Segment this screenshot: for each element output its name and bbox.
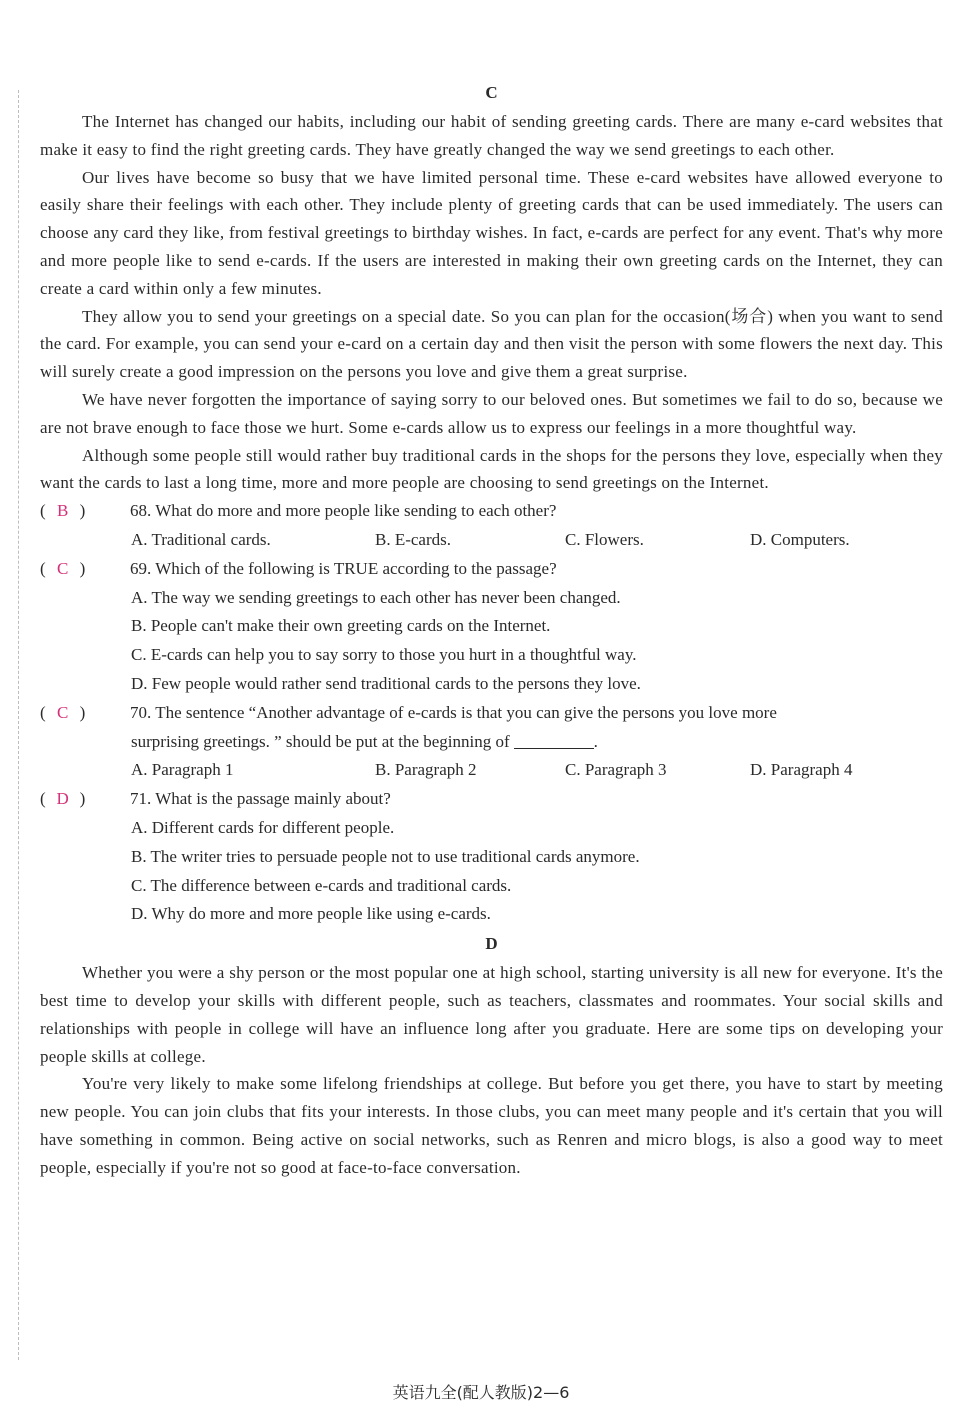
answer-mark[interactable]: C — [57, 702, 69, 722]
option-row — [40, 526, 943, 555]
question-text: 71. What is the passage mainly about? — [130, 789, 391, 809]
answer-paren: ( B ) — [40, 497, 130, 526]
section-d-paragraph-1: Whether you were a shy person or the most popular one at high school, starting university is all new for everyone. It's the best time to develop your skills with different people, such as teachers, classmates and roommates. Your social skills and relationships with people in college will have an influence long after you graduate. Here are some tips on developing your people skills at college. — [40, 963, 943, 1066]
answer-mark[interactable]: D — [56, 789, 69, 809]
section-c-paragraph-2: Our lives have become so busy that we have limited personal time. These e-card websites have allowed everyone to easily share their feelings with each other. They include plenty of greeting cards that can be used immediately. The users can choose any card they like, from festival greetings to birthday wishes. In fact, e-cards are perfect for any event. That's why more and more people like to send e-cards. If the users are interested in making their own greeting cards on the Internet, they can create a card within only a few minutes. — [40, 167, 943, 298]
option-c[interactable]: C. Paragraph 3 — [565, 760, 667, 780]
option-b[interactable]: B. The writer tries to persuade people not to use traditional cards anymore. — [131, 846, 640, 866]
option-a[interactable]: A. Paragraph 1 — [131, 760, 234, 780]
question-69 — [40, 555, 943, 699]
answer-blank[interactable] — [514, 730, 594, 749]
question-70 — [40, 699, 943, 785]
answer-mark[interactable]: C — [57, 558, 69, 578]
section-c-paragraph-1: The Internet has changed our habits, including our habit of sending greeting cards. There are many e-card websites that make it easy to find the right greeting cards. They have greatly changed the way we send greetings to each other. — [40, 112, 943, 159]
answer-paren: ( C ) — [40, 699, 130, 728]
answer-paren: ( C ) — [40, 555, 130, 584]
section-c-paragraph-4: We have never forgotten the importance of saying sorry to our beloved ones. But sometimes we fail to do so, because we are not brave enough to face those we hurt. Some e-cards allow us to express our feelings in a more thoughtful way. — [40, 389, 943, 437]
question-68 — [40, 497, 943, 555]
option-c[interactable]: C. E-cards can help you to say sorry to those you hurt in a thoughtful way. — [131, 645, 637, 665]
section-d-paragraph-2: You're very likely to make some lifelong friendships at college. But before you get there, you have to start by meeting new people. You can join clubs that fits your interests. In those clubs, you can meet many people and it's certain that you will have something in common. Being active on social networks, such as Renren and micro blogs, is also a good way to meet people, especially if you're not so good at face-to-face conversation. — [40, 1074, 943, 1177]
option-a[interactable]: A. Traditional cards. — [131, 529, 271, 549]
option-d[interactable]: D. Computers. — [750, 529, 850, 549]
question-text-continued: surprising greetings. ” should be put at the beginning of . — [131, 731, 598, 751]
answer-mark[interactable]: B — [57, 501, 69, 521]
option-a[interactable]: A. The way we sending greetings to each other has never been changed. — [131, 587, 621, 607]
option-b[interactable]: B. Paragraph 2 — [375, 760, 477, 780]
question-text: 68. What do more and more people like sending to each other? — [130, 501, 557, 521]
question-71 — [40, 785, 943, 929]
option-d[interactable]: D. Paragraph 4 — [750, 760, 853, 780]
option-b[interactable]: B. People can't make their own greeting cards on the Internet. — [131, 616, 551, 636]
page-footer: 英语九全(配人教版)2—6 — [392, 1383, 570, 1402]
option-d[interactable]: D. Why do more and more people like using e-cards. — [131, 904, 491, 924]
option-row — [40, 756, 943, 785]
binding-margin-line — [18, 90, 19, 1360]
section-c-paragraph-5: Although some people still would rather buy traditional cards in the shops for the persons they love, especially when they want the cards to last a long time, more and more people are choosing to send greetings on the Internet. — [40, 445, 943, 493]
question-text: 70. The sentence “Another advantage of e-cards is that you can give the persons you love more — [130, 702, 777, 722]
section-c-title: C — [485, 83, 498, 102]
option-c[interactable]: C. Flowers. — [565, 529, 644, 549]
option-b[interactable]: B. E-cards. — [375, 529, 452, 549]
option-d[interactable]: D. Few people would rather send traditional cards to the persons they love. — [131, 673, 641, 693]
section-c-paragraph-3: They allow you to send your greetings on a special date. So you can plan for the occasion(场合) when you want to send the card. For example, you can send your e-card on a certain day and then visit the person with some flowers the next day. This will surely create a good impression on the persons you love and give them a great surprise. — [40, 306, 943, 382]
worksheet-page — [40, 78, 943, 1181]
question-text: 69. Which of the following is TRUE according to the passage? — [130, 558, 557, 578]
option-c[interactable]: C. The difference between e-cards and traditional cards. — [131, 875, 512, 895]
answer-paren: ( D ) — [40, 785, 130, 814]
section-d-title: D — [485, 934, 498, 954]
option-a[interactable]: A. Different cards for different people. — [131, 817, 395, 837]
